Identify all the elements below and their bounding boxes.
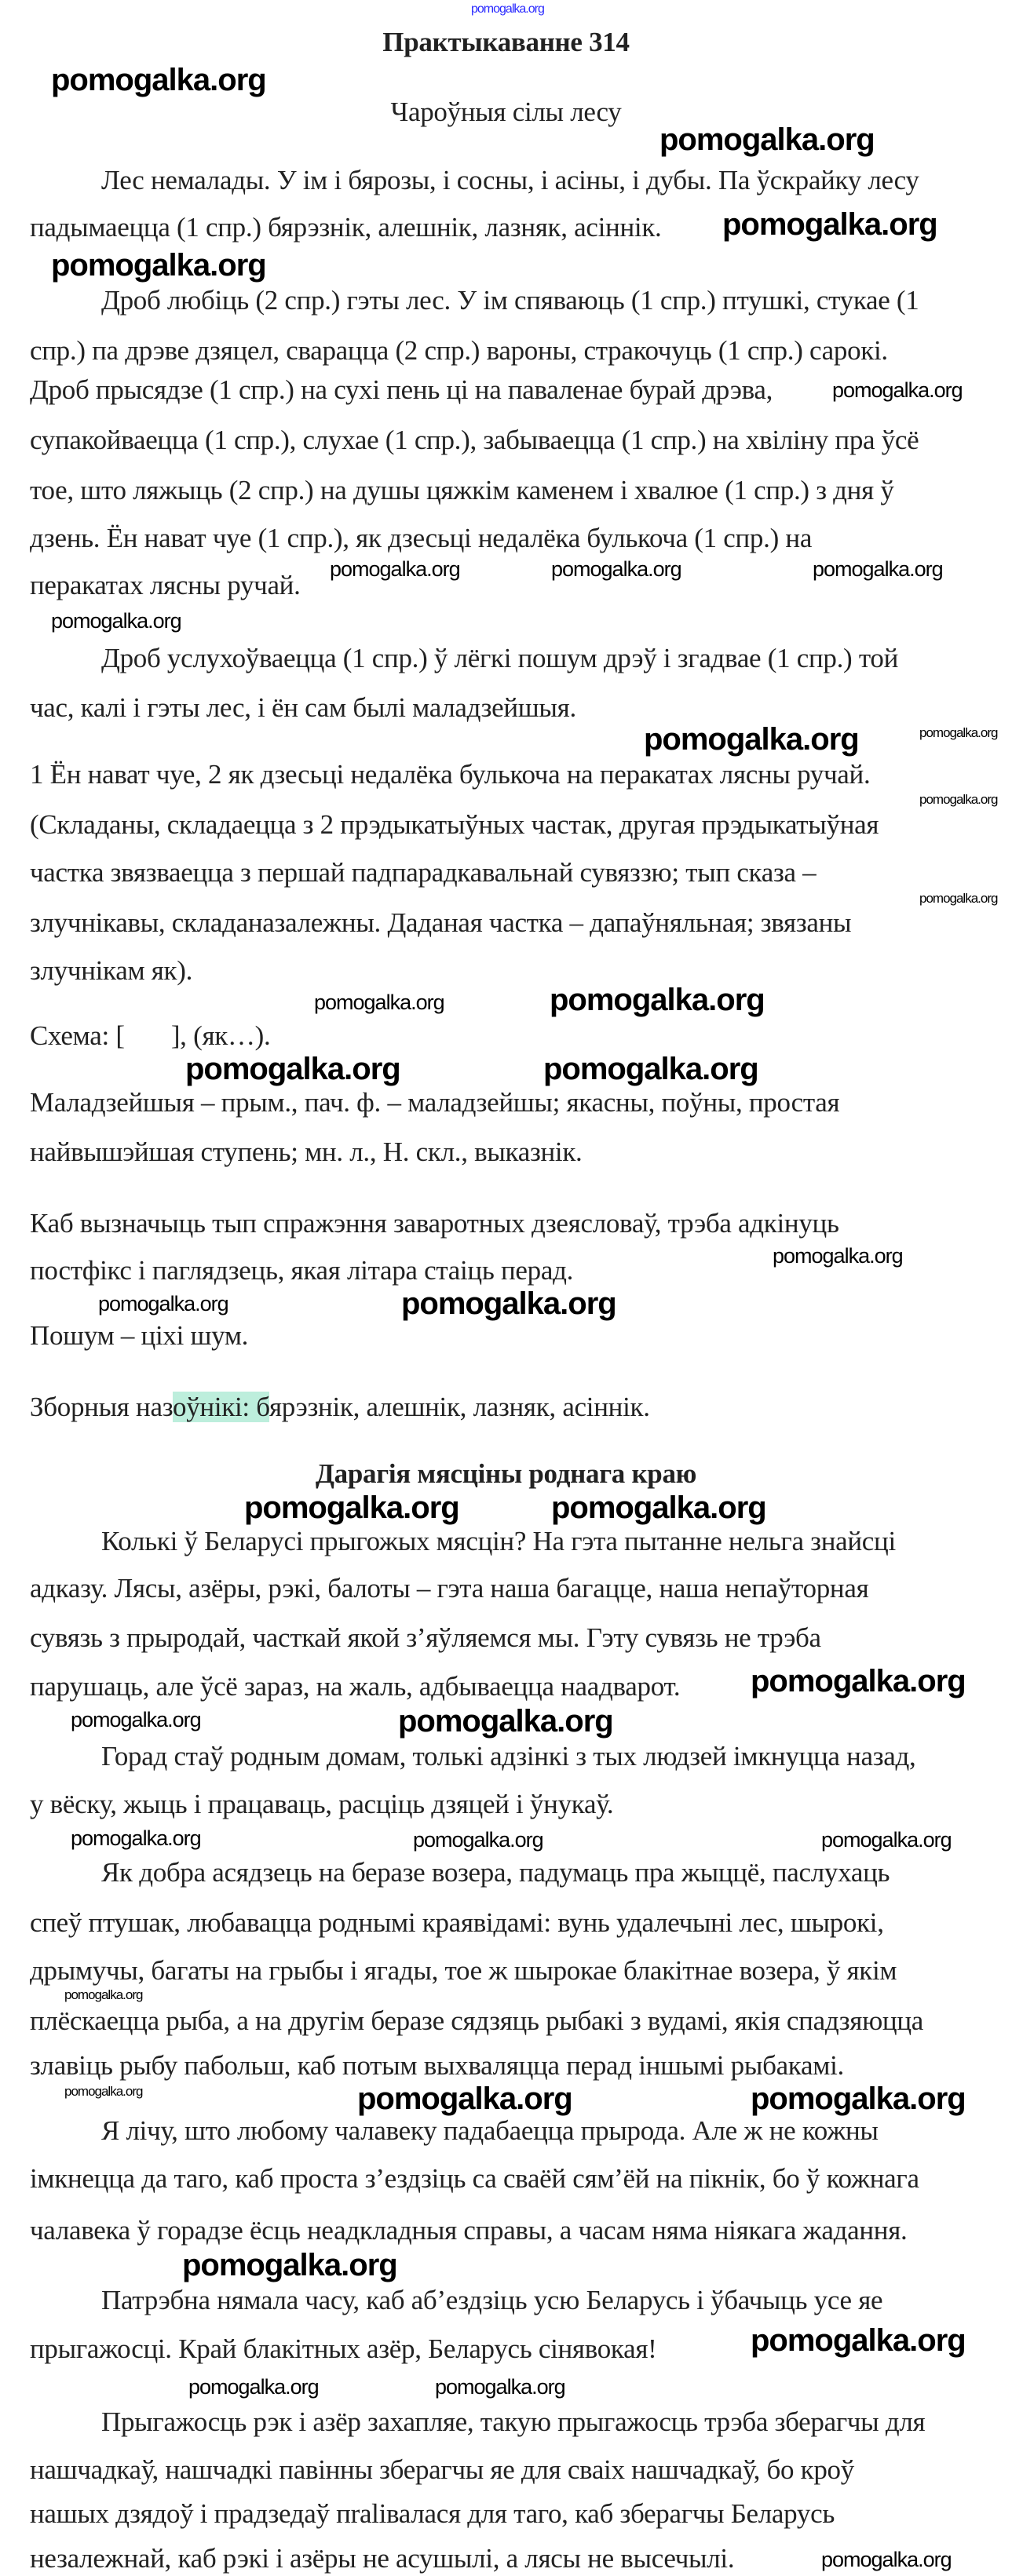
text-line: Дроб прысядзе (1 спр.) на сухі пень ці на паваленае бурай дрэва, [30, 374, 773, 405]
text-title-2: Дарагія мясціны роднага краю [315, 1458, 697, 1489]
watermark: pomogalka.org [51, 63, 266, 97]
watermark: pomogalka.org [357, 2082, 572, 2116]
analysis-line: постфікс і паглядзець, якая літара стаіць перад. [30, 1255, 574, 1286]
watermark: pomogalka.org [314, 991, 444, 1014]
watermark: pomogalka.org [398, 1704, 613, 1739]
text-line: парушаць, але ўсё зараз, на жаль, адбываецца наадварот. [30, 1671, 681, 1702]
watermark: pomogalka.org [330, 557, 460, 581]
analysis-line: злучнікам як). [30, 955, 193, 986]
watermark: pomogalka.org [751, 1664, 966, 1698]
text-line: сувязь з прыродай, часткай якой з’яўляемся мы. Гэту сувязь не трэба [30, 1622, 821, 1653]
text-line: чалавека ў горадзе ёсць неадкладныя справы, а часам няма ніякага жадання. [30, 2215, 908, 2246]
watermark: pomogalka.org [543, 1052, 758, 1086]
text-line: супакойваецца (1 спр.), слухае (1 спр.), забываецца (1 спр.) на хвіліну пра ўсё [30, 425, 919, 455]
text-line: падымаецца (1 спр.) бярэзнік, алешнік, лазняк, асіннік. [30, 212, 662, 243]
text-line: Колькі ў Беларусі прыгожых мясцін? На гэта пытанне нельга знайсці [101, 1526, 896, 1556]
analysis-line: (Складаны, складаецца з 2 прэдыкатыўных частак, другая прэдыкатыўная [30, 809, 879, 840]
watermark-top[interactable]: pomogalka.org [471, 2, 544, 16]
text-line: дзень. Ён нават чуе (1 спр.), як дзесьці недалёка булькоча (1 спр.) на [30, 523, 813, 553]
analysis-line: Каб вызначыць тып спражэння заваротных дзеясловаў, трэба адкінуць [30, 1208, 839, 1239]
analysis-line: 1 Ён нават чуе, 2 як дзесьці недалёка булькоча на перакатах лясны ручай. [30, 759, 871, 790]
watermark: pomogalka.org [51, 609, 181, 633]
watermark: pomogalka.org [71, 1708, 201, 1731]
watermark: pomogalka.org [821, 2548, 952, 2571]
analysis-line: частка звязваецца з першай падпарадкавальнай сувяззю; тып сказа – [30, 857, 817, 888]
watermark: pomogalka.org [244, 1491, 459, 1525]
watermark: pomogalka.org [919, 792, 998, 807]
watermark: pomogalka.org [551, 1491, 766, 1525]
watermark: pomogalka.org [813, 557, 943, 581]
text-part: ярэзнік, алешнік, лазняк, асіннік. [269, 1392, 650, 1422]
watermark: pomogalka.org [401, 1286, 616, 1321]
watermark: pomogalka.org [659, 122, 875, 157]
watermark: pomogalka.org [832, 378, 963, 402]
watermark: pomogalka.org [751, 2082, 966, 2116]
text-line: Прыгажосць рэк і азёр захапляе, такую прыгажосць трэба зберагчы для [101, 2406, 926, 2437]
text-line: прыгажосці. Край блакітных азёр, Беларусь сінявокая! [30, 2333, 657, 2364]
watermark: pomogalka.org [919, 891, 998, 906]
highlighted-text: оўнікі: б [173, 1392, 269, 1422]
text-line: плёскаецца рыба, а на другім беразе сядзяць рыбакі з вудамі, якія спадзяюцца [30, 2005, 924, 2036]
text-line: нашых дзядоў і прадзедаў пralівалася для таго, каб зберагчы Беларусь [30, 2498, 835, 2529]
collective-nouns-line [30, 1392, 650, 1423]
watermark: pomogalka.org [182, 2248, 397, 2282]
text-line: Як добра асядзець на беразе возера, падумаць пра жыццё, паслухаць [101, 1857, 890, 1888]
text-line: тое, што ляжыць (2 спр.) на душы цяжкім каменем і хвалюе (1 спр.) з дня ў [30, 475, 894, 505]
text-line: Патрэбна нямала часу, каб аб’ездзіць усю Беларусь і ўбачыць усе яе [101, 2285, 883, 2315]
text-line: Дроб любіць (2 спр.) гэты лес. У ім спяваюць (1 спр.) птушкі, стукае (1 [101, 285, 919, 316]
watermark: pomogalka.org [185, 1052, 400, 1086]
text-line: нашчадкаў, нашчадкі павінны зберагчы яе для сваіх нашчадкаў, бо кроў [30, 2454, 854, 2485]
scheme-line: Схема: [ ], (як…). [30, 1020, 271, 1051]
watermark: pomogalka.org [722, 207, 937, 242]
text-line: Я лічу, што любому чалавеку падабаецца прырода. Але ж не кожны [101, 2115, 879, 2146]
text-line: спр.) па дрэве дзяцел, сварацца (2 спр.) вароны, стракочуць (1 спр.) сарокі. [30, 335, 888, 366]
text-line: дрымучы, багаты на грыбы і ягады, тое ж шырокае блакітнае возера, ў якім [30, 1955, 897, 1986]
text-line: у вёску, жыць і працаваць, расціць дзяцей і ўнукаў. [30, 1789, 614, 1819]
watermark: pomogalka.org [188, 2375, 319, 2399]
watermark: pomogalka.org [751, 2323, 966, 2358]
text-title: Чароўныя сілы лесу [390, 97, 622, 127]
text-line: спеў птушак, любавацца роднымі краявідамі: вунь удалечыні лес, шырокі, [30, 1907, 884, 1938]
watermark: pomogalka.org [435, 2375, 565, 2399]
text-line: злавіць рыбу пабольш, каб потым выхваляцца перад іншымі рыбакамі. [30, 2050, 844, 2081]
text-line: імкнецца да таго, каб проста з’ездзіць са сваёй сям’ёй на пікнік, бо ў кожнага [30, 2163, 919, 2194]
analysis-line: злучнікавы, складаназалежны. Даданая частка – дапаўняльная; звязаны [30, 907, 852, 938]
watermark: pomogalka.org [98, 1292, 228, 1315]
watermark: pomogalka.org [773, 1244, 903, 1268]
watermark: pomogalka.org [51, 248, 266, 283]
watermark: pomogalka.org [550, 983, 765, 1017]
analysis-line: Маладзейшыя – прым., пач. ф. – маладзейшы; якасны, поўны, простая [30, 1087, 840, 1118]
watermark: pomogalka.org [64, 2084, 143, 2099]
text-line: час, калі і гэты лес, і ён сам былі маладзейшыя. [30, 692, 576, 723]
text-part: Зборныя наз [30, 1392, 174, 1422]
analysis-line: Пошум – ціхі шум. [30, 1320, 249, 1351]
watermark: pomogalka.org [821, 1828, 952, 1852]
text-line: незалежнай, каб рэкі і азёры не асушылі, а лясы не высечылі. [30, 2543, 735, 2574]
watermark: pomogalka.org [644, 722, 859, 757]
watermark: pomogalka.org [919, 725, 998, 740]
exercise-title: Практыкаванне 314 [382, 27, 630, 57]
watermark: pomogalka.org [551, 557, 681, 581]
analysis-line: найвышэйшая ступень; мн. л., Н. скл., выказнік. [30, 1137, 583, 1167]
text-line: Горад стаў родным домам, толькі адзінкі з тых людзей імкнуцца назад, [101, 1741, 916, 1771]
text-line: Дроб услухоўваецца (1 спр.) ў лёгкі пошум дрэў і згадвае (1 спр.) той [101, 643, 899, 673]
watermark: pomogalka.org [71, 1826, 201, 1850]
watermark: pomogalka.org [64, 1987, 143, 2002]
text-line: Лес немалады. У ім і бярозы, і сосны, і асіны, і дубы. Па ўскрайку лесу [101, 165, 919, 195]
watermark: pomogalka.org [413, 1828, 543, 1852]
text-line: перакатах лясны ручай. [30, 570, 301, 600]
text-line: адказу. Лясы, азёры, рэкі, балоты – гэта наша багацце, наша непаўторная [30, 1573, 869, 1604]
